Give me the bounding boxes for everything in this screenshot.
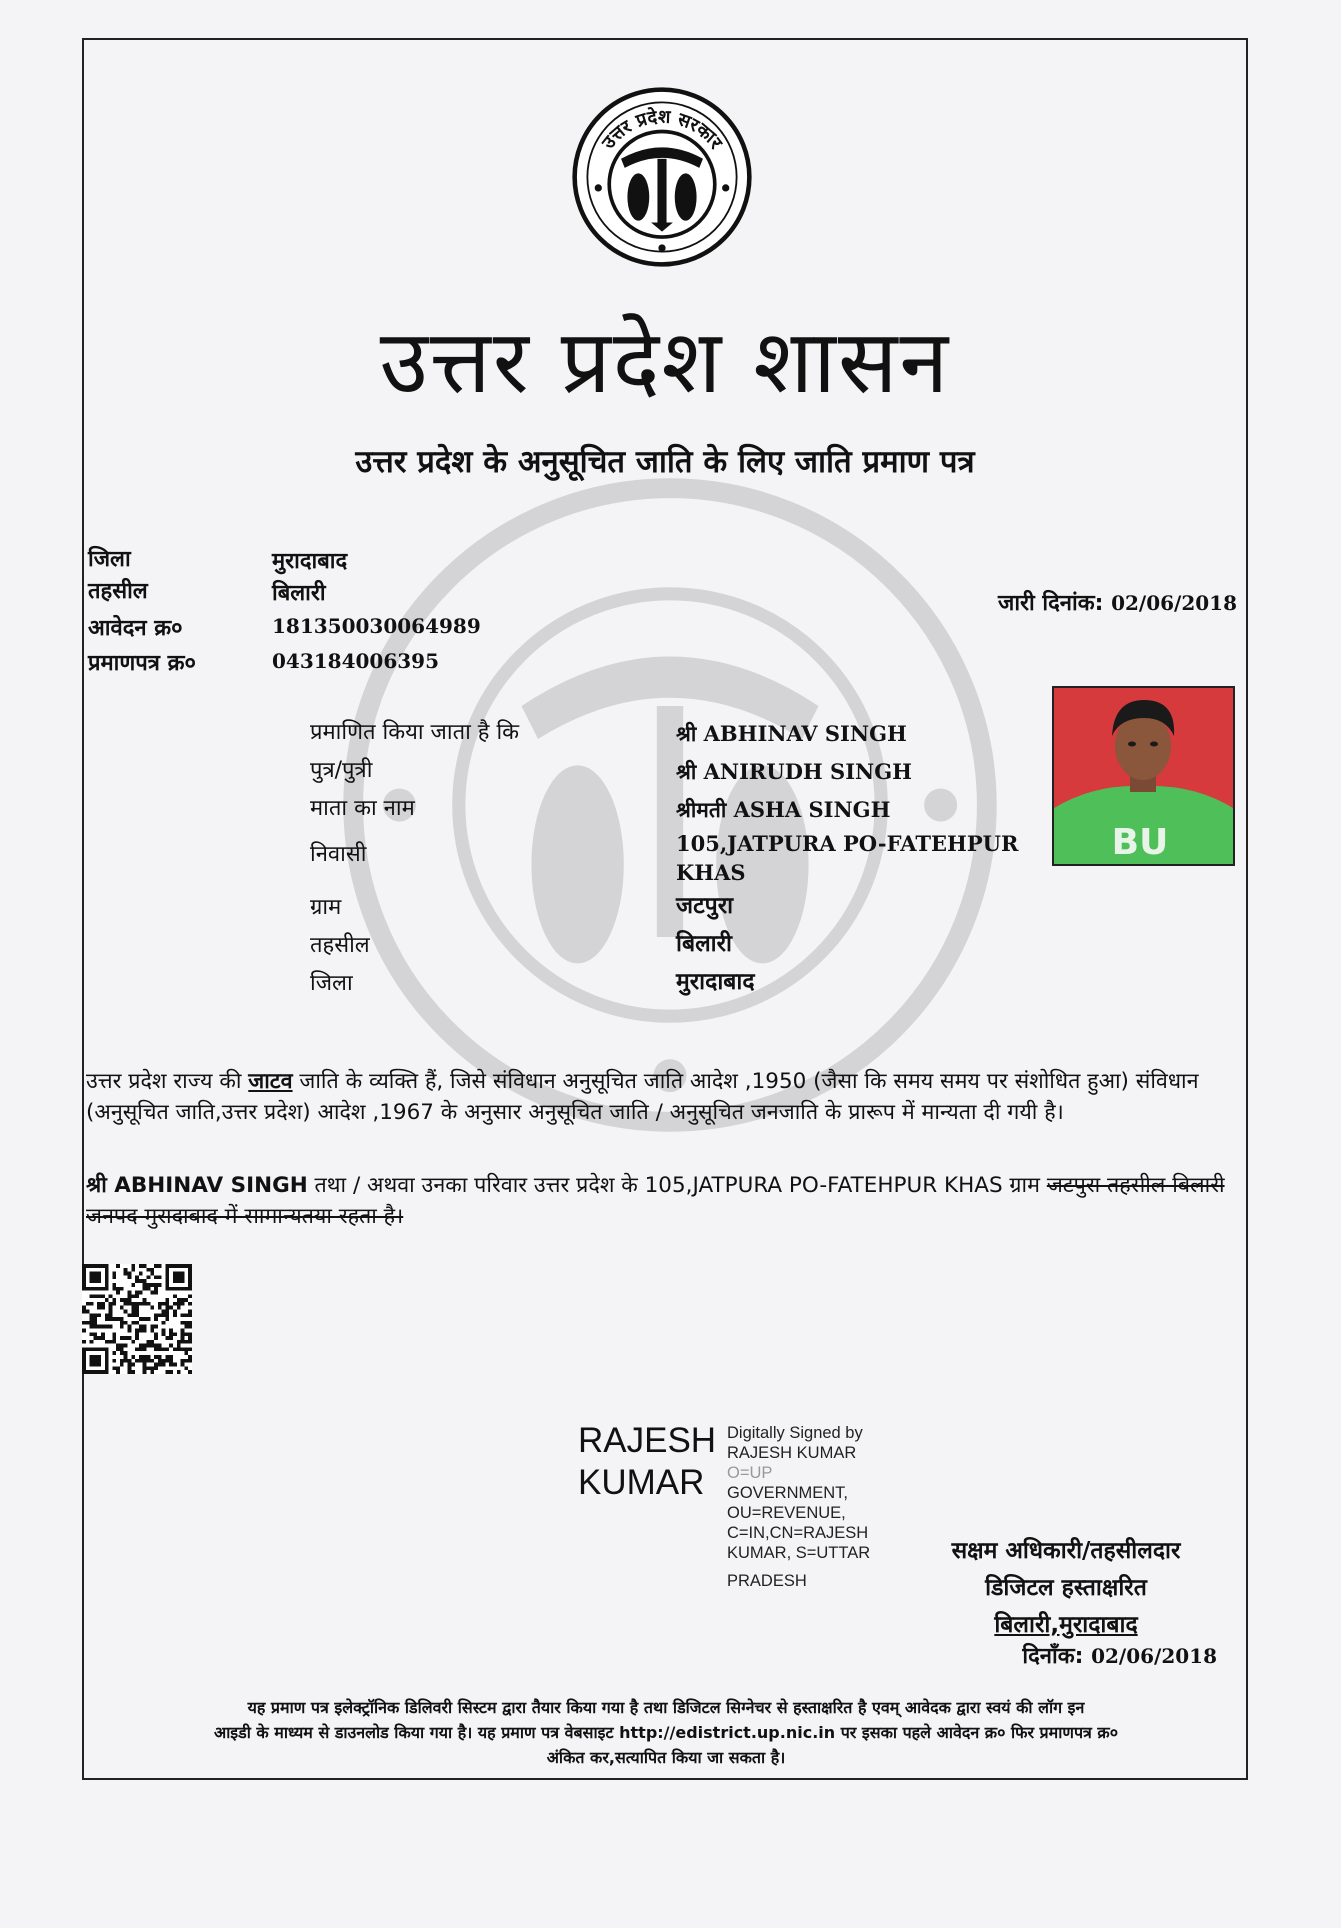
- caste-statement-text: उत्तर प्रदेश राज्य की: [86, 1069, 249, 1094]
- detail-value: 105,JATPURA PO-FATEHPUR KHAS: [676, 831, 1019, 885]
- signature-detail-line: OU=REVENUE,: [727, 1504, 846, 1522]
- officer-digital-signed: डिजिटल हस्ताक्षरित: [985, 1575, 1147, 1601]
- person-portrait-icon: [1054, 688, 1233, 864]
- footer-line: यह प्रमाण पत्र इलेक्ट्रॉनिक डिलिवरी सिस्टम द्वारा तैयार किया गया है तथा डिजिटल सिग्नेचर से हस्ताक्षरित है एवम् आवेदक द्वारा स्वयं की लॉग इन: [247, 1698, 1085, 1717]
- detail-label: जिला: [310, 971, 353, 996]
- signer-name-line: KUMAR: [578, 1463, 705, 1502]
- signature-detail-line: RAJESH KUMAR: [727, 1444, 857, 1462]
- residence-text: तथा / अथवा उनका परिवार उत्तर प्रदेश के 105,JATPURA PO-FATEHPUR KHAS ग्राम: [307, 1173, 1047, 1198]
- signature-detail-line: KUMAR, S=UTTAR: [727, 1544, 871, 1562]
- residence-statement: [86, 1170, 1236, 1232]
- detail-value: श्रीमती ASHA SINGH: [676, 797, 891, 822]
- signer-name-line: RAJESH: [578, 1421, 717, 1460]
- detail-value: श्री ANIRUDH SINGH: [676, 759, 913, 784]
- applicant-photo: [1052, 686, 1235, 866]
- detail-label: ग्राम: [310, 895, 342, 920]
- signature-date: [1022, 1640, 1217, 1670]
- signature-detail-line: GOVERNMENT,: [727, 1484, 849, 1502]
- digital-signature-details: [727, 1423, 897, 1591]
- district-label: जिला: [88, 547, 131, 572]
- detail-value: बिलारी: [676, 931, 733, 957]
- signature-detail-line: PRADESH: [727, 1572, 807, 1590]
- main-title: उत्तर प्रदेश शासन: [379, 310, 951, 413]
- issuing-officer: [905, 1533, 1227, 1644]
- detail-label: प्रमाणित किया जाता है कि: [310, 720, 520, 745]
- caste-name: जाटव: [248, 1069, 293, 1094]
- detail-label: माता का नाम: [310, 796, 415, 821]
- tehsil-value: बिलारी: [272, 581, 326, 606]
- shirt-text: BU: [1111, 822, 1169, 863]
- detail-value: मुरादाबाद: [676, 969, 755, 995]
- signature-detail-line: O=UP: [727, 1464, 773, 1482]
- signature-date-label: दिनाँक:: [1022, 1644, 1084, 1669]
- detail-label: निवासी: [310, 842, 367, 867]
- issue-date-value: 02/06/2018: [1111, 591, 1237, 615]
- issue-date: [998, 587, 1237, 617]
- caste-statement-text: जाति के व्यक्ति हैं, जिसे संविधान अनुसूचित जाति आदेश ,1950 (जैसा कि समय समय पर संशोधित हुआ) संविधान (अनुसूचित जाति,उत्तर प्रदेश) आदेश ,1967 के अनुसार अनुसूचित जाति / अनुसूचित जनजाति के प्रारूप में मान्यता दी गयी है।: [86, 1069, 1199, 1125]
- application-number-value: 181350030064989: [272, 614, 481, 638]
- footer-note: [98, 1695, 1234, 1770]
- signature-detail-line: C=IN,CN=RAJESH: [727, 1524, 869, 1542]
- officer-designation: सक्षम अधिकारी/तहसीलदार: [951, 1538, 1181, 1564]
- district-value: मुरादाबाद: [272, 549, 348, 574]
- tehsil-label: तहसील: [88, 579, 148, 604]
- certificate-number-label: प्रमाणपत्र क्र०: [88, 651, 196, 676]
- signature-detail-line: Digitally Signed by: [727, 1424, 863, 1442]
- certificate-number-value: 043184006395: [272, 649, 439, 673]
- footer-line: अंकित कर,सत्यापित किया जा सकता है।: [546, 1748, 786, 1767]
- up-government-emblem-icon: [571, 86, 753, 268]
- detail-label: तहसील: [310, 933, 370, 958]
- residence-text-strike: जटपुरा तहसील बिलारी जनपद मुरादाबाद में सामान्यतया रहता है।: [86, 1173, 1225, 1229]
- officer-location: बिलारी,मुरादाबाद: [994, 1612, 1138, 1638]
- detail-value: श्री ABHINAV SINGH: [676, 721, 907, 746]
- certificate-subtitle: उत्तर प्रदेश के अनुसूचित जाति के लिए जाति प्रमाण पत्र: [355, 444, 975, 480]
- detail-label: पुत्र/पुत्री: [310, 758, 373, 783]
- footer-line: आइडी के माध्यम से डाउनलोड किया गया है। यह प्रमाण पत्र वेबसाइट http://edistrict.up.nic.in पर इसका पहले आवेदन क्र० फिर प्रमाणपत्र क्र०: [213, 1723, 1119, 1742]
- qr-code-icon[interactable]: [82, 1264, 192, 1374]
- emblem-text: उत्तर प्रदेश सरकार: [597, 106, 727, 154]
- signature-date-value: 02/06/2018: [1091, 1644, 1217, 1668]
- detail-value: जटपुरा: [676, 893, 734, 919]
- caste-statement: [86, 1066, 1236, 1128]
- digital-signer-name: [578, 1420, 716, 1504]
- application-number-label: आवेदन क्र०: [88, 616, 183, 641]
- applicant-name: श्री ABHINAV SINGH: [86, 1173, 308, 1198]
- issue-date-label: जारी दिनांक:: [998, 591, 1104, 616]
